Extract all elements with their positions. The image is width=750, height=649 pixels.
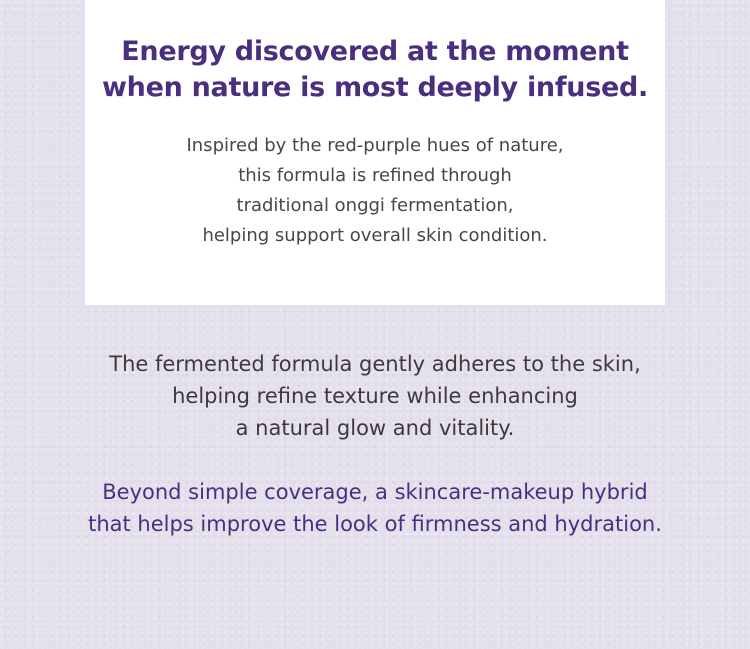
highlight-text — [0, 476, 750, 540]
description-line: a natural glow and vitality. — [235, 416, 515, 440]
highlight-line: that helps improve the look of firmness and hydration. — [88, 512, 662, 536]
description-line: The fermented formula gently adheres to the skin, — [109, 352, 641, 376]
card-body-line: helping support overall skin condition. — [202, 225, 548, 246]
card-body — [85, 131, 665, 251]
card-body-line: Inspired by the red-purple hues of nature, — [186, 135, 564, 156]
card-title-line: when nature is most deeply infused. — [102, 72, 648, 103]
card-body-line: traditional onggi fermentation, — [236, 195, 514, 216]
card-body-line: this formula is refined through — [238, 165, 512, 186]
description-text — [0, 348, 750, 444]
description-line: helping refine texture while enhancing — [172, 384, 578, 408]
intro-card — [85, 0, 665, 305]
card-title — [85, 34, 665, 106]
card-title-line: Energy discovered at the moment — [121, 36, 629, 67]
highlight-line: Beyond simple coverage, a skincare-makeup hybrid — [102, 480, 648, 504]
